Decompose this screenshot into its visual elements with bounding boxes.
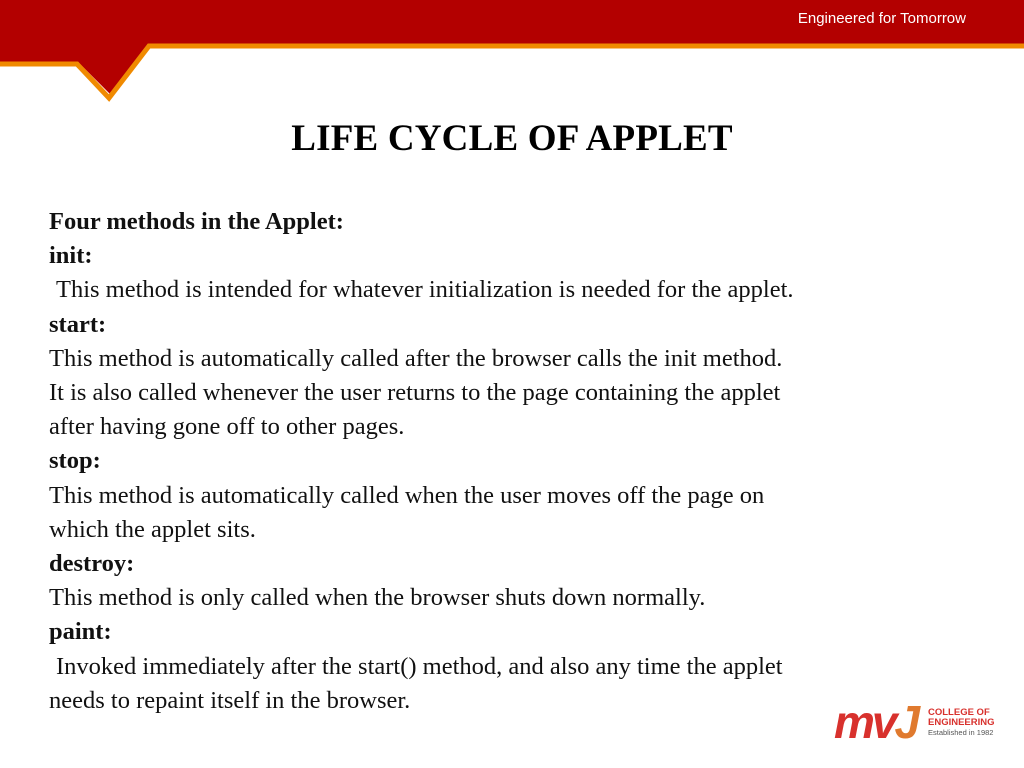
slide-content [49, 205, 989, 718]
logo-text [928, 708, 995, 738]
method-heading-init: init: [49, 242, 93, 270]
logo-mark [834, 698, 917, 746]
method-heading-stop: stop: [49, 447, 101, 475]
logo-mark-j: J [894, 696, 918, 748]
content-line: needs to repaint itself in the browser. [49, 686, 411, 714]
method-heading-destroy: destroy: [49, 550, 135, 578]
logo-line-engineering: ENGINEERING [928, 717, 995, 728]
logo-line-established: Established in 1982 [928, 728, 994, 737]
content-line: after having gone off to other pages. [49, 413, 405, 441]
content-line: This method is automatically called after the browser calls the init method. [49, 344, 783, 372]
header-tagline: Engineered for Tomorrow [797, 10, 966, 27]
logo-mark-mv: mv [834, 696, 895, 748]
method-heading-paint: paint: [49, 618, 112, 646]
content-line: This method is only called when the browser shuts down normally. [49, 584, 706, 612]
content-line: Invoked immediately after the start() method, and also any time the applet [56, 652, 783, 680]
logo-line-college: COLLEGE OF [928, 707, 990, 718]
method-heading-start: start: [49, 310, 107, 338]
slide-title: LIFE CYCLE OF APPLET [291, 118, 733, 159]
content-line: This method is intended for whatever initialization is needed for the applet. [56, 276, 794, 304]
content-line: It is also called whenever the user returns to the page containing the applet [49, 379, 781, 407]
header-orange-stripe [0, 46, 1024, 98]
content-line: This method is automatically called when the user moves off the page on [49, 481, 765, 509]
content-line: which the applet sits. [49, 515, 256, 543]
college-logo [834, 698, 994, 750]
content-line: Four methods in the Applet: [49, 208, 344, 235]
